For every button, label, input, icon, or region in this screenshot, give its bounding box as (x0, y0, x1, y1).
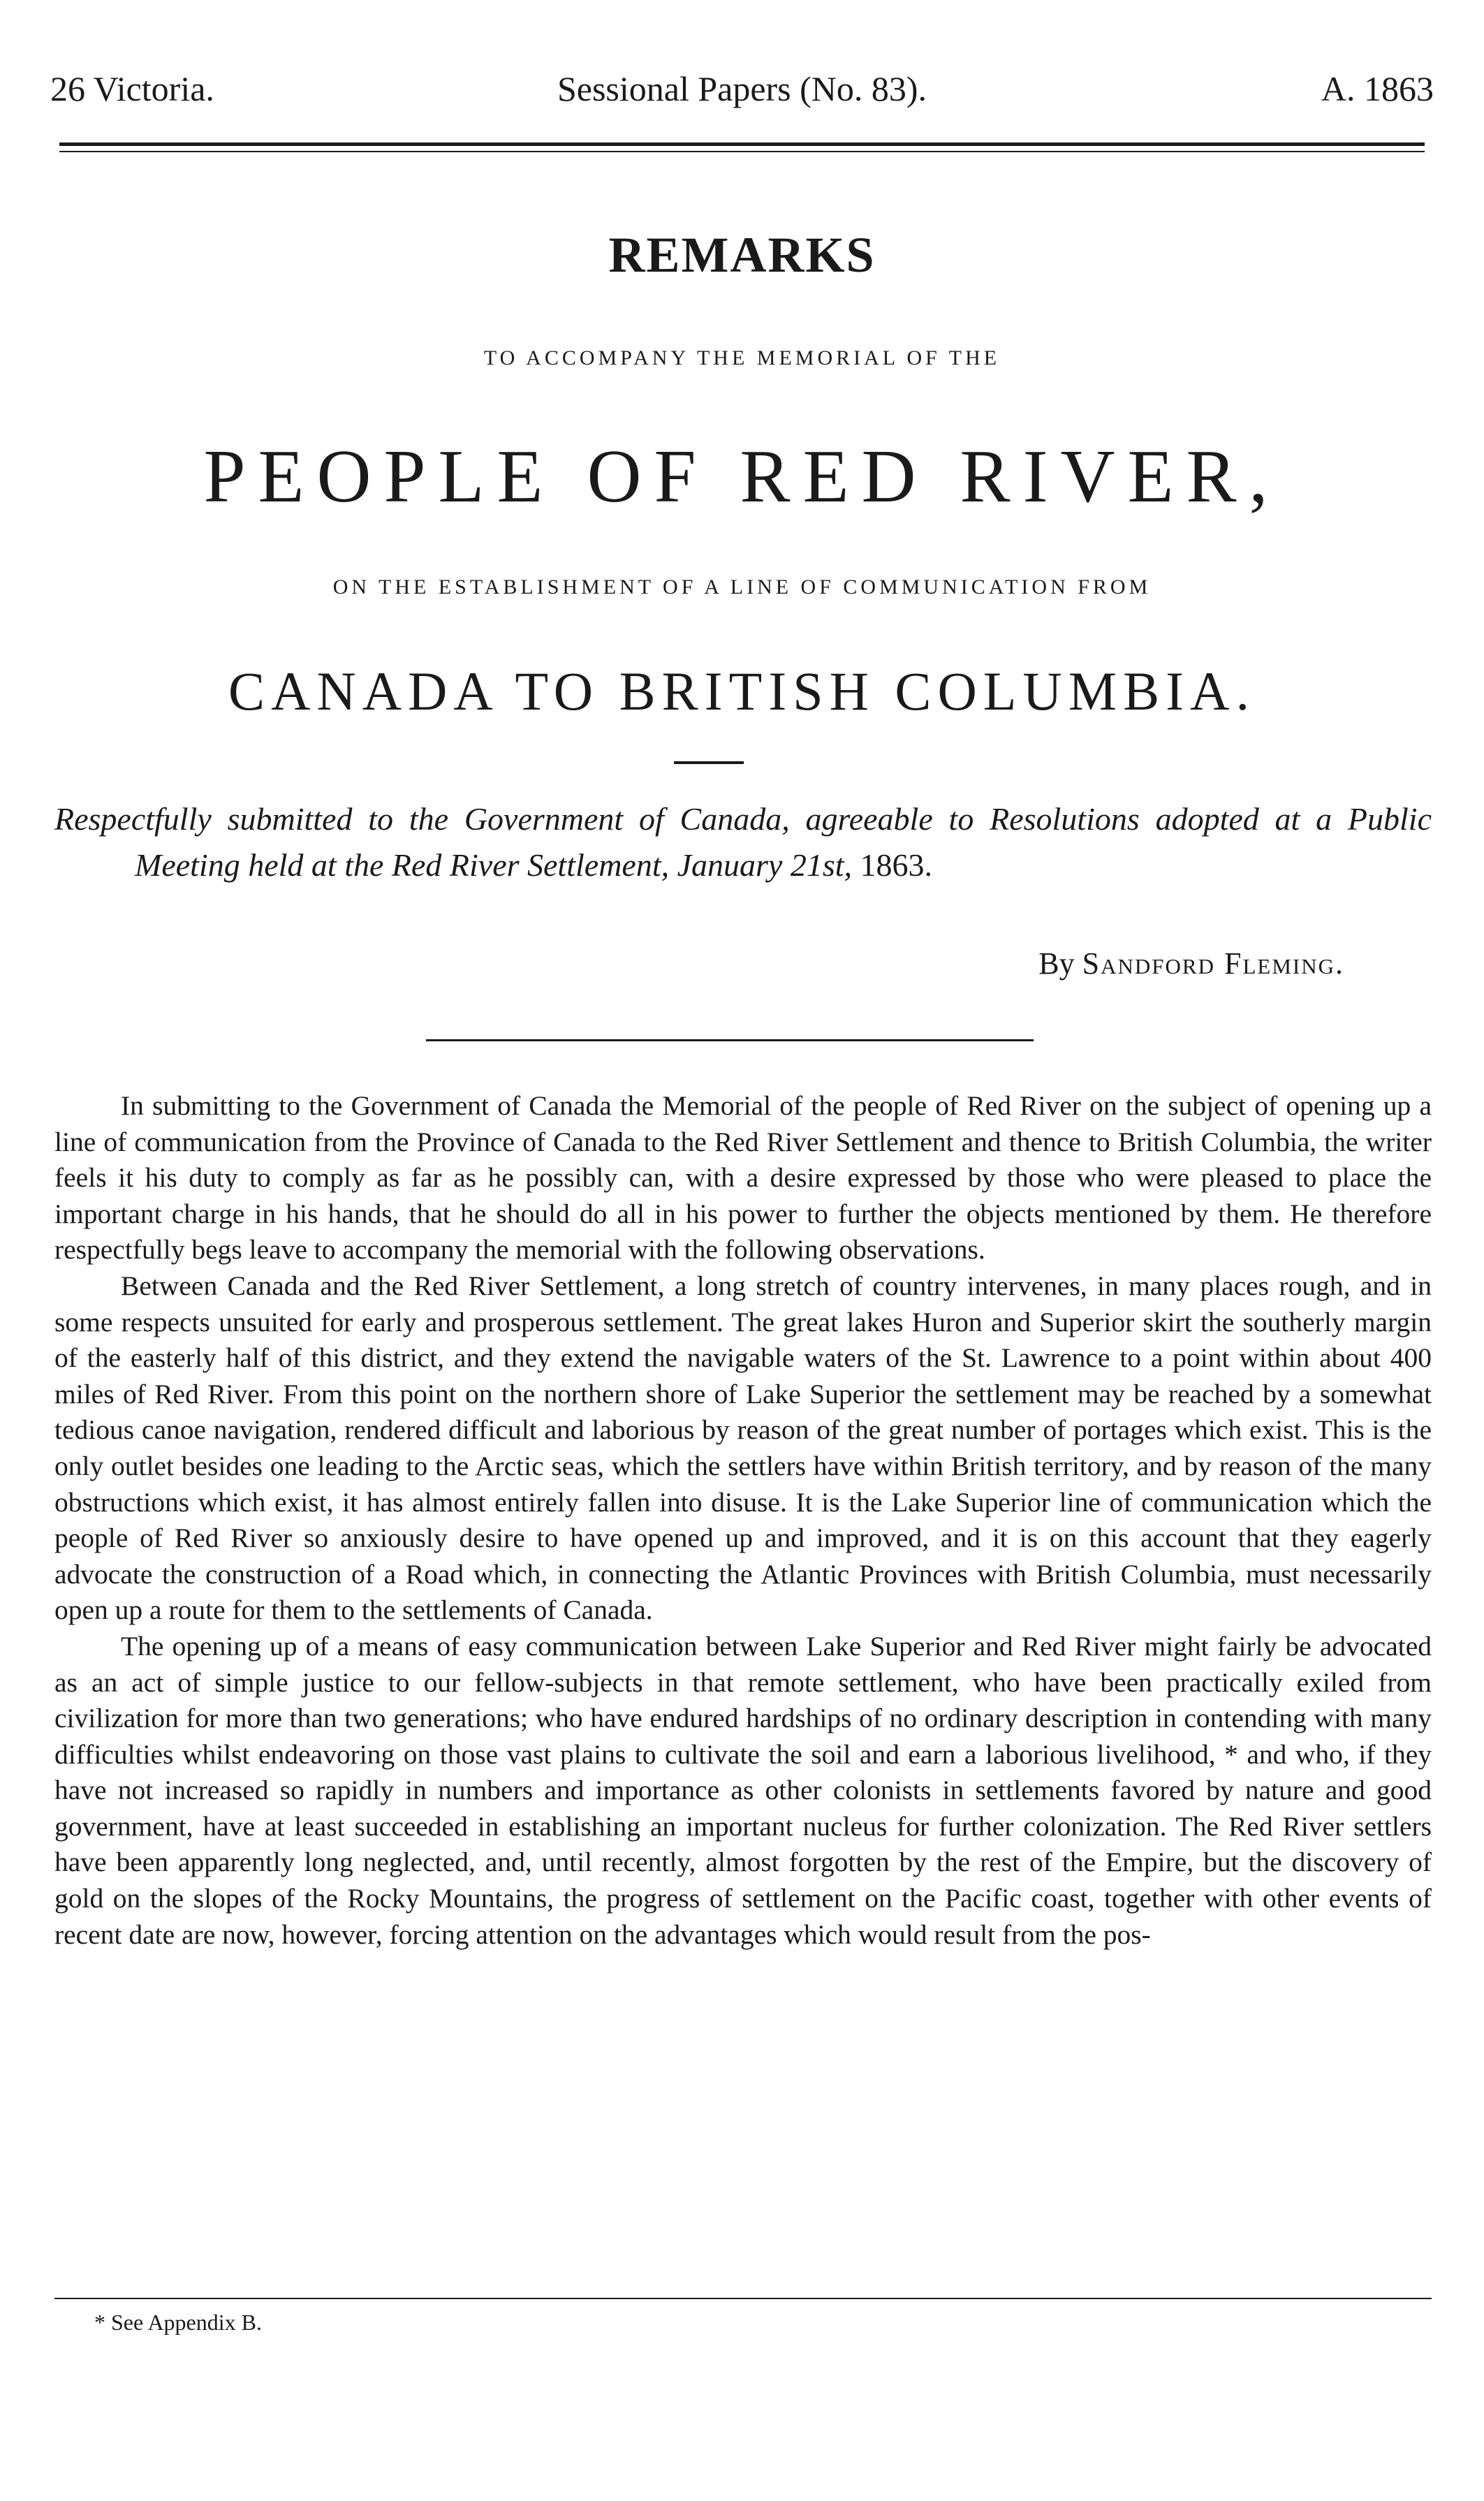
paragraph: Between Canada and the Red River Settlement, a long stretch of country intervenes, in many places rough, and in some respects unsuited for early and prosperous settlement. The great lakes Huron and Superior skirt the southerly margin of the easterly half of this district, and they extend the navigable waters of the St. Lawrence to a point within about 400 miles of Red River. From this point on the northern shore of Lake Superior the settlement may be reached by a somewhat tedious canoe navigation, rendered difficult and laborious by reason of the great number of portages which exist. This is the only outlet besides one leading to the Arctic seas, which the settlers have within British territory, and by reason of the many obstructions which exist, it has almost entirely fallen into disuse. It is the Lake Superior line of communication which the people of Red River so anxiously desire to have opened up and improved, and it is on this account that they eagerly advocate the construction of a Road which, in connecting the Atlantic Provinces with British Columbia, must necessarily open up a route for them to the settlements of Canada. (54, 1270, 1432, 1626)
title-canada-to-british-columbia: CANADA TO BRITISH COLUMBIA. (228, 661, 1256, 721)
submission-year: 1863. (860, 847, 933, 883)
title-remarks: REMARKS (608, 227, 876, 283)
header-rule-bottom (59, 151, 1425, 152)
footnote: * See Appendix B. (94, 2310, 262, 2335)
footnote-rule (54, 2298, 1432, 2299)
header-rule-top (59, 142, 1425, 146)
header-sessional-papers: Sessional Papers (No. 83). (557, 69, 927, 108)
paragraph: The opening up of a means of easy communication between Lake Superior and Red River might fairly be advocated as an act of simple justice to our fellow-subjects in that remote settlement, who have been practically exiled from civilization for more than two generations; who have endured hardships of no ordinary description in contending with many difficulties whilst endeavoring on those vast plains to cultivate the soil and earn a laborious livelihood, * and who, if they have not increased so rapidly in numbers and importance as other colonists in settlements favored by nature and good government, have at least succeeded in establishing an important nucleus for further colonization. The Red River settlers have been apparently long neglected, and, until recently, almost forgotten by the rest of the Empire, but the discovery of gold on the slopes of the Rocky Mountains, the progress of settlement on the Pacific coast, together with other events of recent date are now, however, forcing attention on the advantages which would result from the pos- (54, 1630, 1432, 1950)
title-divider (674, 761, 744, 764)
submission-statement (54, 796, 1432, 888)
running-header (50, 64, 1434, 113)
section-divider (426, 1039, 1034, 1041)
header-session: 26 Victoria. (50, 69, 214, 108)
header-year: A. 1863 (1321, 69, 1434, 108)
paragraph: In submitting to the Government of Canada the Memorial of the people of Red River on the subject of opening up a line of communication from the Province of Canada to the Red River Settlement and thence to British Columbia, the writer feels it his duty to comply as far as he possibly can, with a desire expressed by those who were pleased to place the important charge in his hands, that he should do all in his power to further the objects mentioned by them. He therefore respectfully begs leave to accompany the memorial with the following observations. (54, 1090, 1432, 1266)
title-accompany-line: TO ACCOMPANY THE MEMORIAL OF THE (483, 346, 1001, 369)
byline-prefix: By (1038, 946, 1075, 981)
byline (1038, 943, 1344, 985)
byline-author: Sandford Fleming. (1082, 946, 1344, 981)
title-establishment-line: ON THE ESTABLISHMENT OF A LINE OF COMMUNICATION FROM (332, 575, 1152, 599)
body-text (54, 1088, 1432, 1953)
submission-text: Respectfully submitted to the Government of Canada, agreeable to Resolutions adopted at a Public Meeting held at the Red River Settlement, January 21st, (54, 801, 1432, 883)
title-people-of-red-river: PEOPLE OF RED RIVER, (203, 435, 1281, 518)
